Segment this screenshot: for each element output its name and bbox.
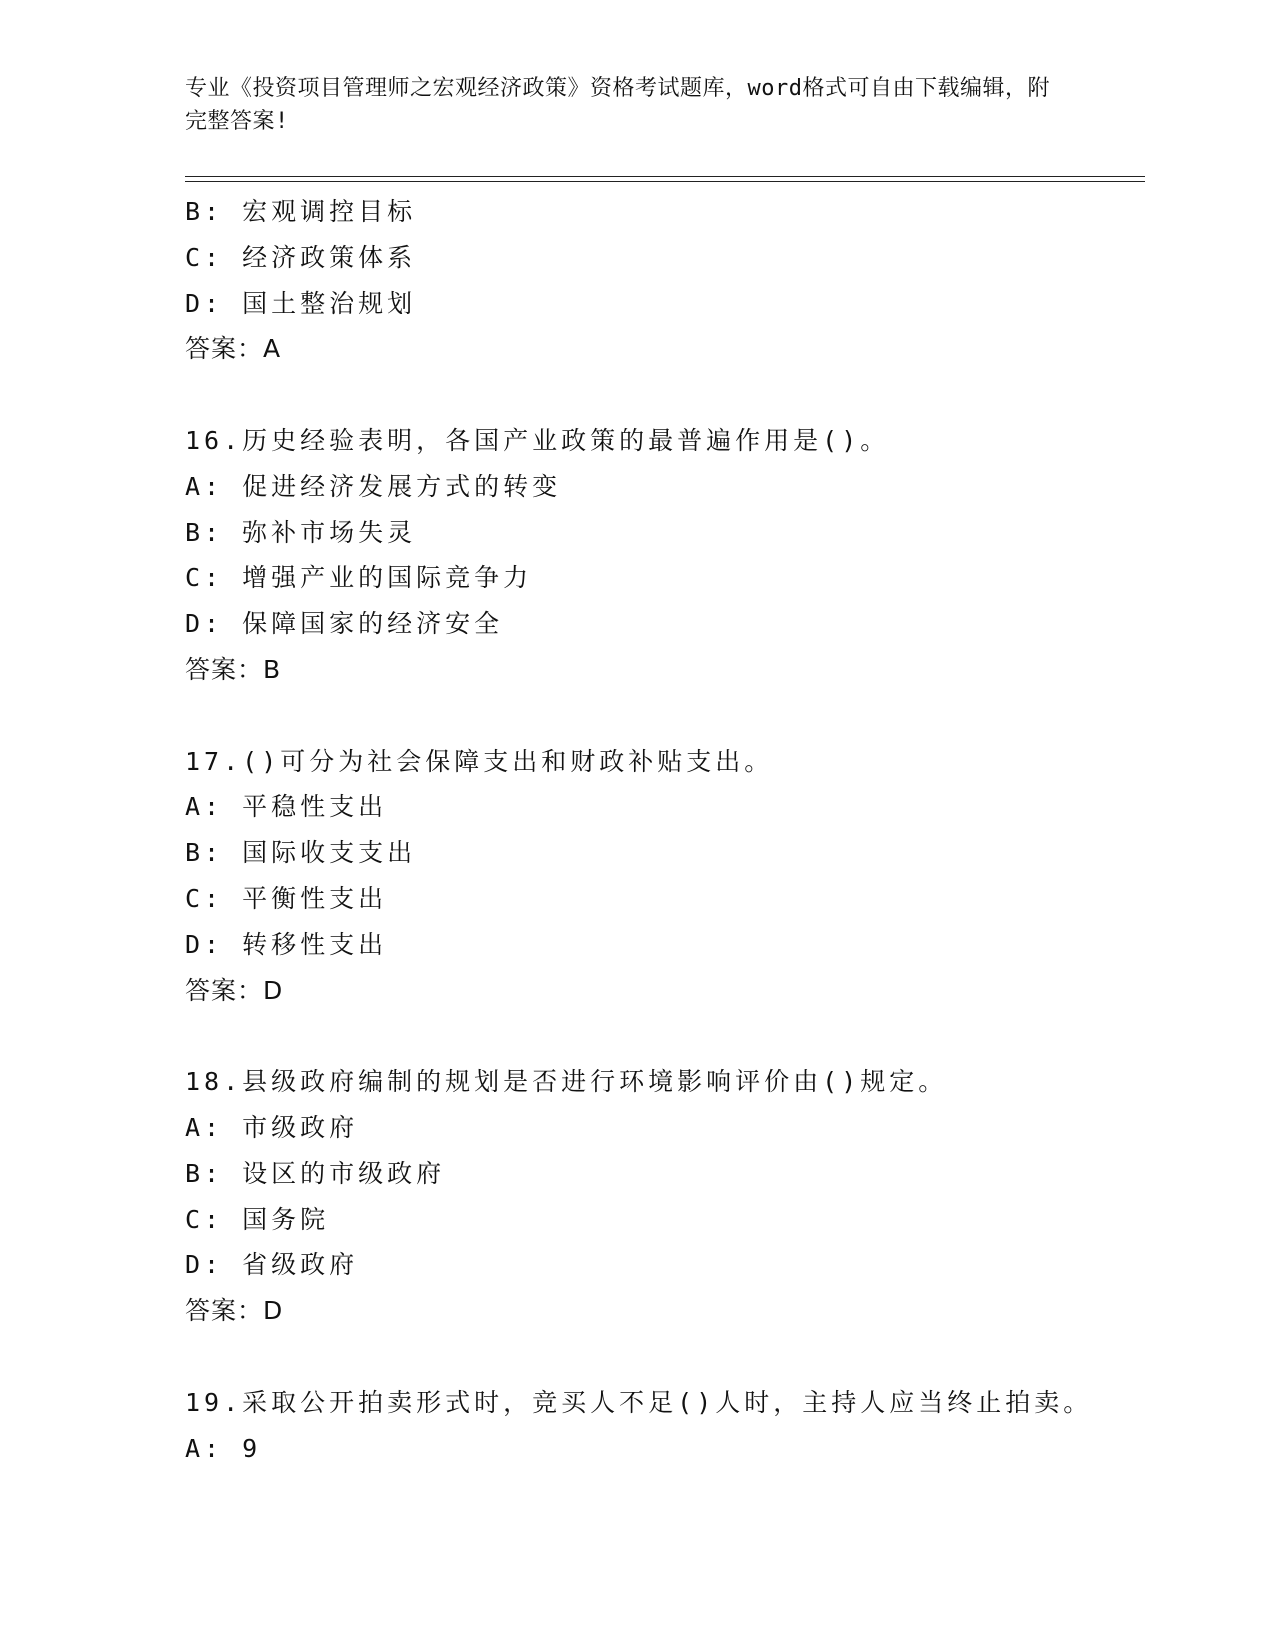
spacer bbox=[185, 372, 1145, 418]
option-c: C: 增强产业的国际竞争力 bbox=[185, 563, 533, 593]
option-c: C: 经济政策体系 bbox=[185, 242, 417, 272]
answer: 答案：D bbox=[185, 975, 284, 1005]
option-a: A: 9 bbox=[185, 1433, 262, 1463]
question-stem: 18.县级政府编制的规划是否进行环境影响评价由()规定。 bbox=[185, 1067, 948, 1097]
spacer bbox=[185, 693, 1145, 739]
option-b: B: 弥补市场失灵 bbox=[185, 517, 417, 547]
question-stem: 16.历史经验表明，各国产业政策的最普遍作用是()。 bbox=[185, 425, 890, 455]
question-15-continuation bbox=[185, 189, 1145, 372]
option-d: D: 省级政府 bbox=[185, 1250, 359, 1280]
option-a: A: 市级政府 bbox=[185, 1112, 359, 1142]
question-stem: 17.()可分为社会保障支出和财政补贴支出。 bbox=[185, 746, 774, 776]
spacer bbox=[185, 1013, 1145, 1059]
option-a: A: 促进经济发展方式的转变 bbox=[185, 471, 562, 501]
option-c: C: 平衡性支出 bbox=[185, 883, 388, 913]
option-a: A: 平稳性支出 bbox=[185, 792, 388, 822]
header-rule-bottom bbox=[185, 181, 1145, 182]
spacer bbox=[185, 1334, 1145, 1380]
option-d: D: 国土整治规划 bbox=[185, 288, 417, 318]
header-rule-top bbox=[185, 176, 1145, 177]
question-stem: 19.采取公开拍卖形式时，竞买人不足()人时，主持人应当终止拍卖。 bbox=[185, 1387, 1093, 1417]
question-19 bbox=[185, 1380, 1145, 1472]
question-list bbox=[185, 189, 1145, 1471]
question-16 bbox=[185, 418, 1145, 693]
option-c: C: 国务院 bbox=[185, 1204, 330, 1234]
question-18 bbox=[185, 1059, 1145, 1334]
document-header: 专业《投资项目管理师之宏观经济政策》资格考试题库，word格式可自由下载编辑，附完整答案! bbox=[185, 76, 1050, 134]
option-b: B: 设区的市级政府 bbox=[185, 1158, 446, 1188]
question-17 bbox=[185, 739, 1145, 1014]
answer: 答案：A bbox=[185, 334, 282, 364]
answer: 答案：B bbox=[185, 654, 282, 684]
option-b: B: 宏观调控目标 bbox=[185, 197, 417, 226]
answer: 答案：D bbox=[185, 1296, 284, 1326]
option-b: B: 国际收支支出 bbox=[185, 838, 417, 868]
option-d: D: 转移性支出 bbox=[185, 929, 388, 959]
option-d: D: 保障国家的经济安全 bbox=[185, 609, 504, 639]
